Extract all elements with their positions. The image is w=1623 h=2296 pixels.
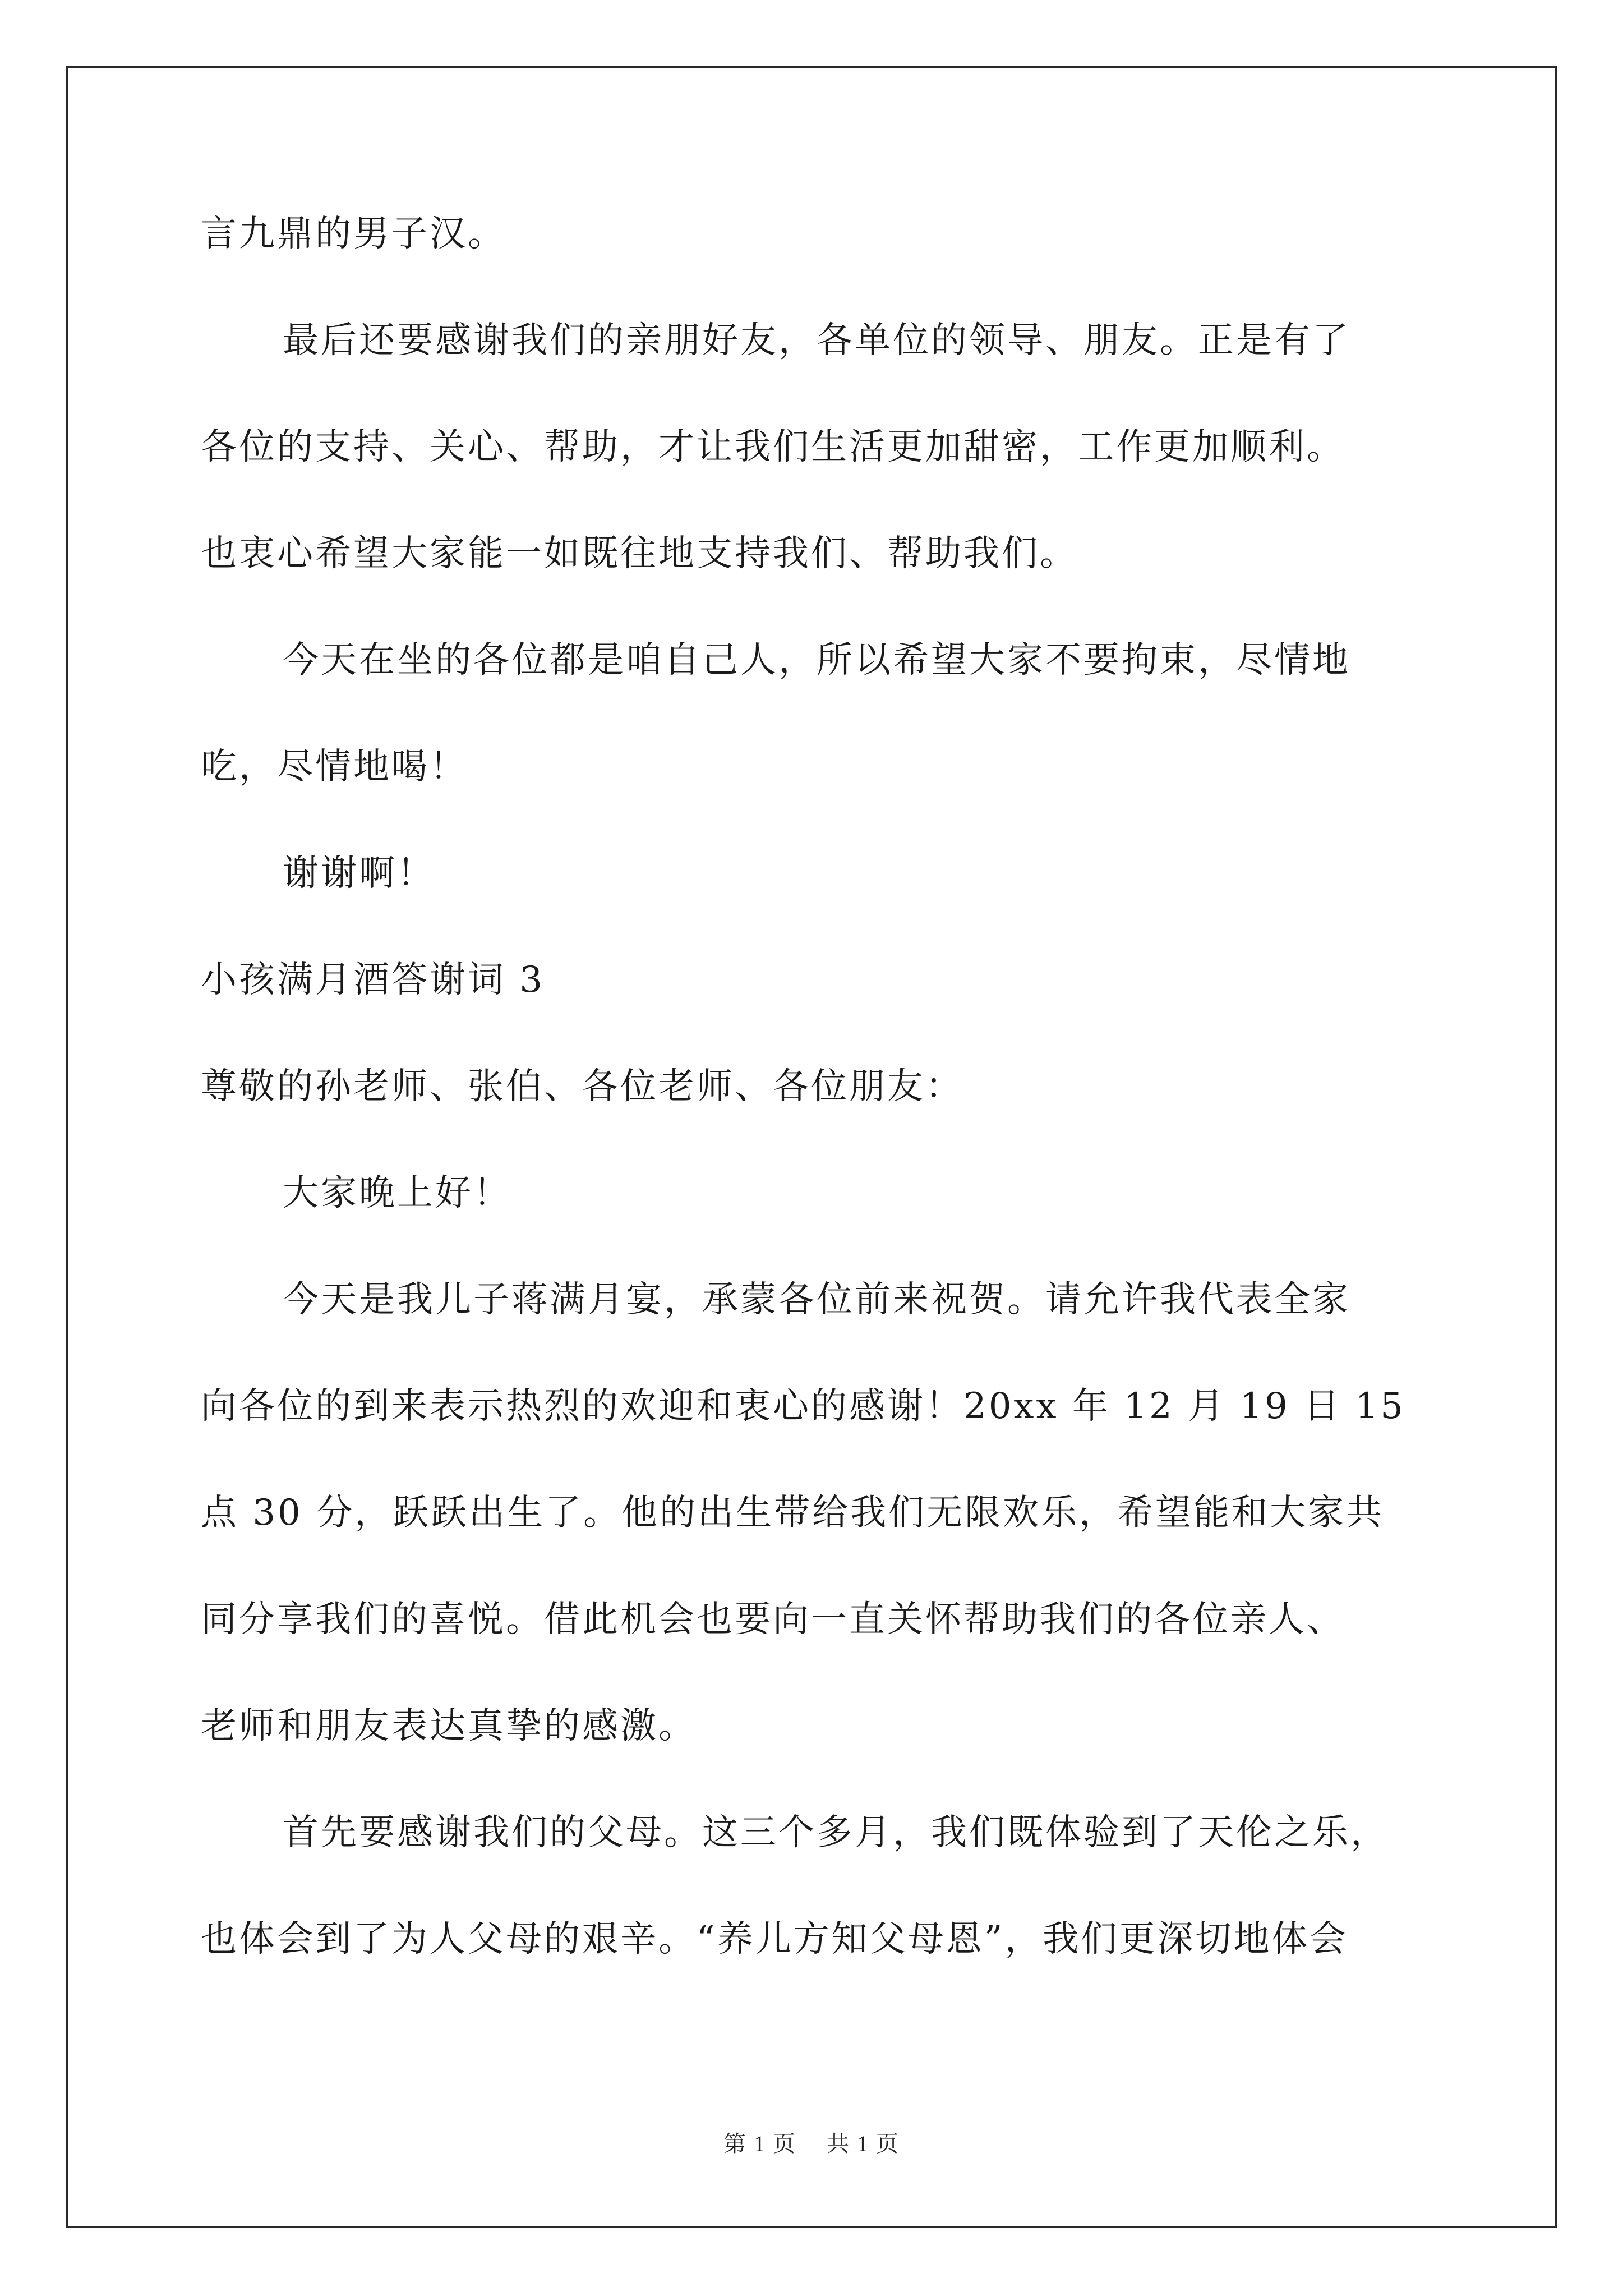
text-line: 今天是我儿子蒋满月宴，承蒙各位前来祝贺。请允许我代表全家: [283, 1279, 1350, 1320]
text-line: 也体会到了为人父母的艰辛。“养儿方知父母恩”，我们更深切地体会: [201, 1918, 1348, 1960]
text-line: 吃，尽情地喝！: [201, 746, 468, 788]
document-body: [201, 203, 1435, 2015]
text-line: 也衷心希望大家能一如既往地支持我们、帮助我们。: [201, 533, 1078, 574]
text-line: 最后还要感谢我们的亲朋好友，各单位的领导、朋友。正是有了: [283, 320, 1350, 361]
section-heading: 小孩满月酒答谢词 3: [201, 959, 545, 1001]
text-line: 谢谢啊！: [283, 853, 435, 894]
text-line: 同分享我们的喜悦。借此机会也要向一直关怀帮助我们的各位亲人、: [201, 1599, 1345, 1640]
page-number-current: 第 1 页: [723, 2131, 796, 2156]
text-line: 言九鼎的男子汉。: [201, 213, 506, 255]
text-line: 点 30 分，跃跃出生了。他的出生带给我们无限欢乐，希望能和大家共: [201, 1492, 1385, 1534]
text-line: 今天在坐的各位都是咱自己人，所以希望大家不要拘束，尽情地: [283, 639, 1350, 681]
greeting: 大家晚上好！: [283, 1172, 511, 1214]
text-line: 各位的支持、关心、帮助，才让我们生活更加甜密，工作更加顺利。: [201, 426, 1345, 468]
salutation: 尊敬的孙老师、张伯、各位老师、各位朋友：: [201, 1066, 963, 1107]
text-line: 首先要感谢我们的父母。这三个多月，我们既体验到了天伦之乐，: [283, 1812, 1389, 1853]
text-line: 老师和朋友表达真挚的感激。: [201, 1705, 697, 1747]
page-footer: [0, 2126, 1623, 2158]
text-line: 向各位的到来表示热烈的欢迎和衷心的感谢！20xx 年 12 月 19 日 15: [201, 1386, 1405, 1427]
page-number-total: 共 1 页: [827, 2131, 900, 2156]
